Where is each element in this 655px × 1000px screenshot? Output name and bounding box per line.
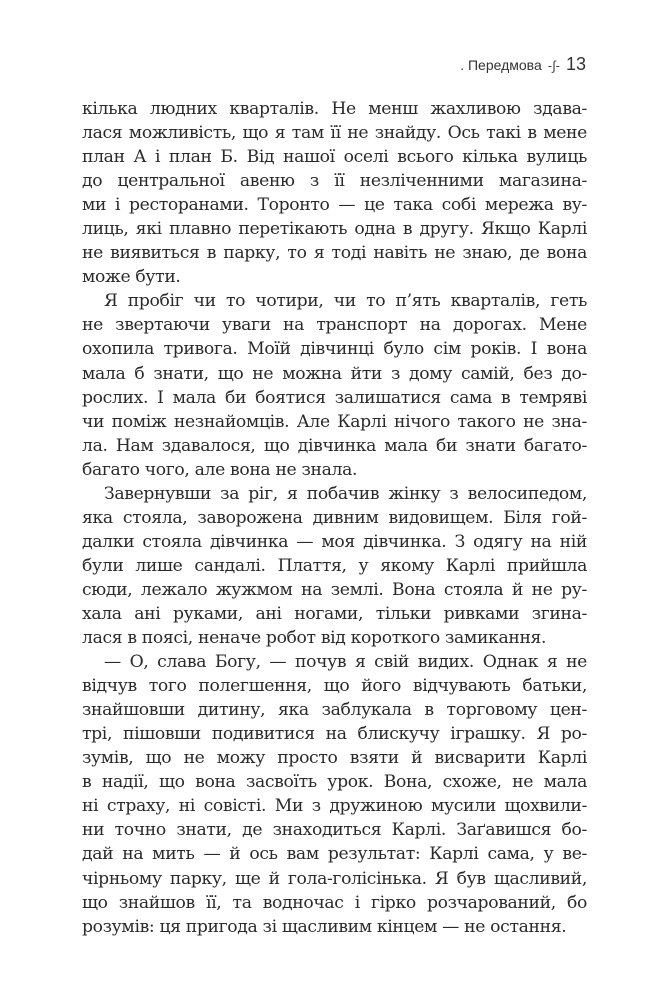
- text-line: лася можливість, що я там її не знайду. Ось такі в мене: [82, 123, 587, 144]
- text-line: лиць, які плавно перетікають одна в другу. Якщо Карлі: [82, 219, 587, 240]
- text-line: знайшовши дитину, яка заблукала в торговому цен-: [82, 700, 587, 721]
- text-line: Завернувши за ріг, я побачив жінку з велосипедом,: [104, 483, 587, 504]
- ornament-icon: -∫-: [547, 58, 560, 73]
- text-line: не виявиться в парку, то я тоді навіть не знаю, де вона: [82, 243, 587, 264]
- text-line: ни точно знати, де знаходиться Карлі. Заґавишся бо-: [82, 820, 587, 841]
- text-line: ні страху, ні совісті. Ми з дружиною мусили щохвили-: [82, 796, 587, 817]
- text-line: охопила тривога. Моїй дівчинці було сім років. І вона: [82, 339, 587, 360]
- text-line: трі, пішовши подивитися на блискучу іграшку. Я ро-: [82, 724, 587, 745]
- body-text: [82, 97, 587, 939]
- text-line: хала ані руками, ані ногами, тільки ривками згина-: [82, 603, 587, 624]
- text-line: дай на мить — й ось вам результат: Карлі сама, у ве-: [82, 844, 587, 865]
- running-header: [460, 54, 586, 75]
- page-number: 13: [565, 54, 586, 74]
- text-line: лася в поясі, неначе робот від короткого замикання.: [82, 628, 547, 649]
- text-line: що знайшов її, та водночас і гірко розчарований, бо: [82, 892, 587, 913]
- text-line: далки стояла дівчинка — моя дівчинка. З одягу на ній: [82, 531, 587, 552]
- text-line: мала б знати, що не можна йти з дому самій, без до-: [82, 363, 587, 384]
- text-line: були лише сандалі. Плаття, у якому Карлі прийшла: [82, 555, 587, 576]
- text-line: ми і ресторанами. Торонто — це така собі мережа ву-: [82, 195, 587, 216]
- text-line: чи поміж незнайомців. Але Карлі нічого такого не зна-: [82, 411, 587, 432]
- text-line: багато чого, але вона не знала.: [82, 459, 358, 480]
- text-line: зумів, що не можу просто взяти й висварити Карлі: [82, 748, 587, 769]
- paragraph: [82, 97, 587, 289]
- paragraph: [82, 650, 587, 939]
- paragraph: [82, 289, 587, 481]
- text-line: до центральної авеню з її незліченними магазина-: [82, 171, 587, 192]
- text-line: — О, слава Богу, — почув я свій видих. Однак я не: [104, 652, 587, 673]
- section-title: . Передмова: [460, 57, 542, 73]
- text-line: в надії, що вона засвоїть урок. Вона, схоже, не мала: [82, 772, 587, 793]
- text-line: план А і план Б. Від нашої оселі всього кілька вулиць: [82, 147, 587, 168]
- text-line: відчув того полегшення, що його відчувають батьки,: [82, 676, 587, 697]
- text-line: може бути.: [82, 267, 181, 288]
- text-line: розумів: ця пригода зі щасливим кінцем — не остання.: [82, 916, 567, 937]
- paragraph: [82, 482, 587, 650]
- text-line: кілька людних кварталів. Не менш жахливою здава-: [82, 99, 587, 119]
- text-line: чірньому парку, ще й гола-голісінька. Я був щасливий,: [82, 868, 587, 889]
- text-line: Я пробіг чи то чотири, чи то п’ять кварталів, геть: [104, 291, 587, 312]
- text-line: рослих. І мала би боятися залишатися сама в темряві: [82, 387, 587, 408]
- text-line: яка стояла, заворожена дивним видовищем. Біля гой-: [82, 507, 587, 528]
- text-line: сюди, лежало жужмом на землі. Вона стояла й не ру-: [82, 579, 587, 600]
- text-line: не звертаючи уваги на транспорт на дорогах. Мене: [82, 315, 587, 336]
- text-line: ла. Нам здавалося, що дівчинка мала би знати багато-: [82, 435, 587, 456]
